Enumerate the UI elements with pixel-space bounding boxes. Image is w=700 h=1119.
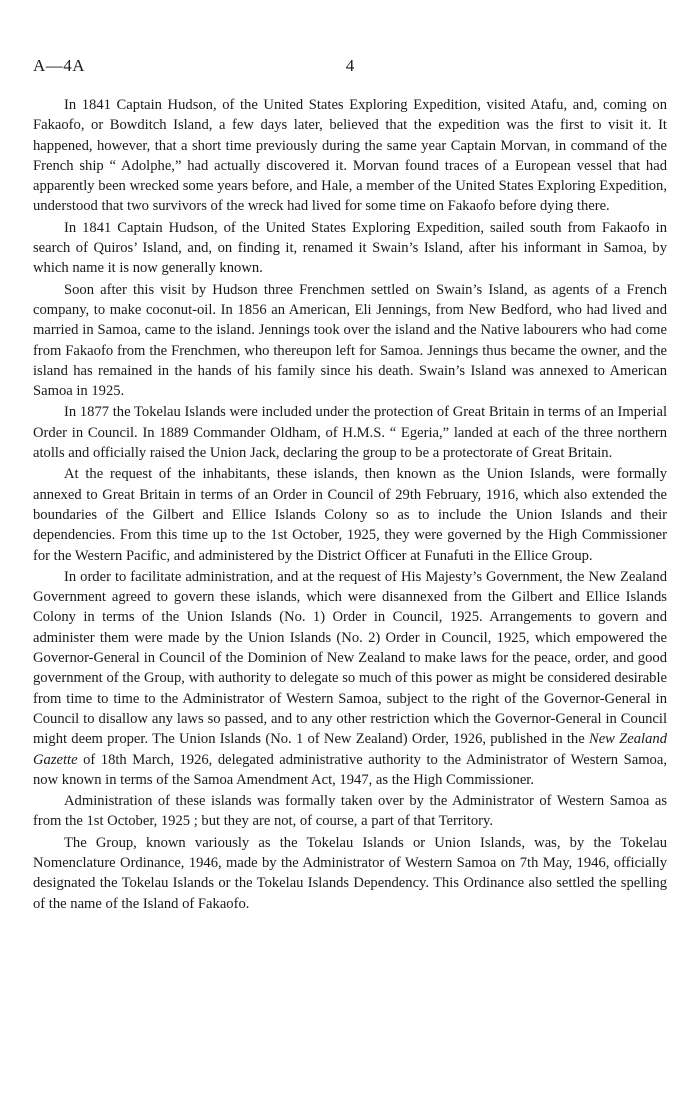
document-reference: A—4A [33, 56, 86, 75]
paragraph-nomenclature: The Group, known variously as the Tokelau Islands or Union Islands, was, by the Tokelau Nomenclature Ordinance, 1946, made by the Administrator of Western Samoa on 7th May, 1946, officially designated the Tokelau Islands or the Tokelau Islands Dependency. This Ordinance also settled the spelling of the name of the Island of Fakaofo. [33, 834, 667, 912]
paragraph-annexation: At the request of the inhabitants, these islands, then known as the Union Islands, were formally annexed to Great Britain in terms of an Order in Council of 29th February, 1916, which also extended the boundaries of the Gilbert and Ellice Islands Colony so as to include the Union Islands and their dependencies. From this time up to the 1st October, 1925, they were governed by the High Commissioner for the Western Pacific, and administered by the District Officer at Funafuti in the Ellice Group. [33, 466, 667, 564]
document-body [33, 95, 667, 914]
gazette-title: New Zealand Gazette [33, 731, 668, 768]
page-header [33, 56, 667, 80]
paragraph-protectorate: In 1877 the Tokelau Islands were included under the protection of Great Britain in terms of an Imperial Order in Council. In 1889 Commander Oldham, of H.M.S. “ Egeria,” landed at each of the three northern atolls and officially raised the Union Jack, declaring the group to be a protectorate of Great Britain. [33, 404, 667, 462]
paragraph-administration-takeover: Administration of these islands was formally taken over by the Administrator of Western Samoa as from the 1st October, 1925 ; but they are not, of course, a part of that Territory. [33, 793, 667, 830]
paragraph-hudson-atafu: In 1841 Captain Hudson, of the United States Exploring Expedition, visited Atafu, and, coming on Fakaofo, or Bowditch Island, a few days later, believed that the expedition was the first to visit it. It happened, however, that a short time previously during the same year Captain Morvan, in command of the French ship “ Adolphe,” had actually discovered it. Morvan found traces of a European vessel that had apparently been wrecked some years before, and Hale, a member of the United States Exploring Expedition, understood that two survivors of the wreck had lived for some time on Fakaofo before dying there. [33, 97, 667, 215]
paragraph-nz-text-before: In order to facilitate administration, and at the request of His Majesty’s Government, the New Zealand Government agreed to govern these islands, which were disannexed from the Gilbert and Ellice Islands Colony in terms of the Union Islands (No. 1) Order in Council, 1925. Arrangements to govern and administer them were made by the Union Islands (No. 2) Order in Council, 1925, which empowered the Governor-General in Council of the Dominion of New Zealand to make laws for the peace, order, and good government of the Group, with authority to delegate so much of this power as might be considered desirable from time to time to the Administrator of Western Samoa, subject to the right of the Governor-General in Council to disallow any laws so passed, and to any other restriction which the Governor-General in Council might deem proper. The Union Islands (No. 1 of New Zealand) Order, 1926, published in the [33, 568, 667, 748]
paragraph-frenchmen-jennings: Soon after this visit by Hudson three Frenchmen settled on Swain’s Island, as agents of a French company, to make coconut-oil. In 1856 an American, Eli Jennings, from New Bedford, who had lived and married in Samoa, came to the island. Jennings took over the island and the Native labourers who had come from Fakaofo from the Frenchmen, who thereupon left for Samoa. Jennings thus became the owner, and the island has remained in the hands of his family since his death. Swain’s Island was annexed to American Samoa in 1925. [33, 281, 667, 400]
paragraph-swains-island: In 1841 Captain Hudson, of the United States Exploring Expedition, sailed south from Fakaofo in search of Quiros’ Island, and, on finding it, renamed it Swain’s Island, after his informant in Samoa, by which name it is now generally known. [33, 219, 667, 277]
paragraph-nz-text-after: of 18th March, 1926, delegated administrative authority to the Administrator of Western Samoa, now known in terms of the Samoa Amendment Act, 1947, as the High Commissioner. [33, 751, 667, 788]
paragraph-new-zealand-administration [33, 567, 667, 790]
page-number: 4 [345, 56, 355, 75]
